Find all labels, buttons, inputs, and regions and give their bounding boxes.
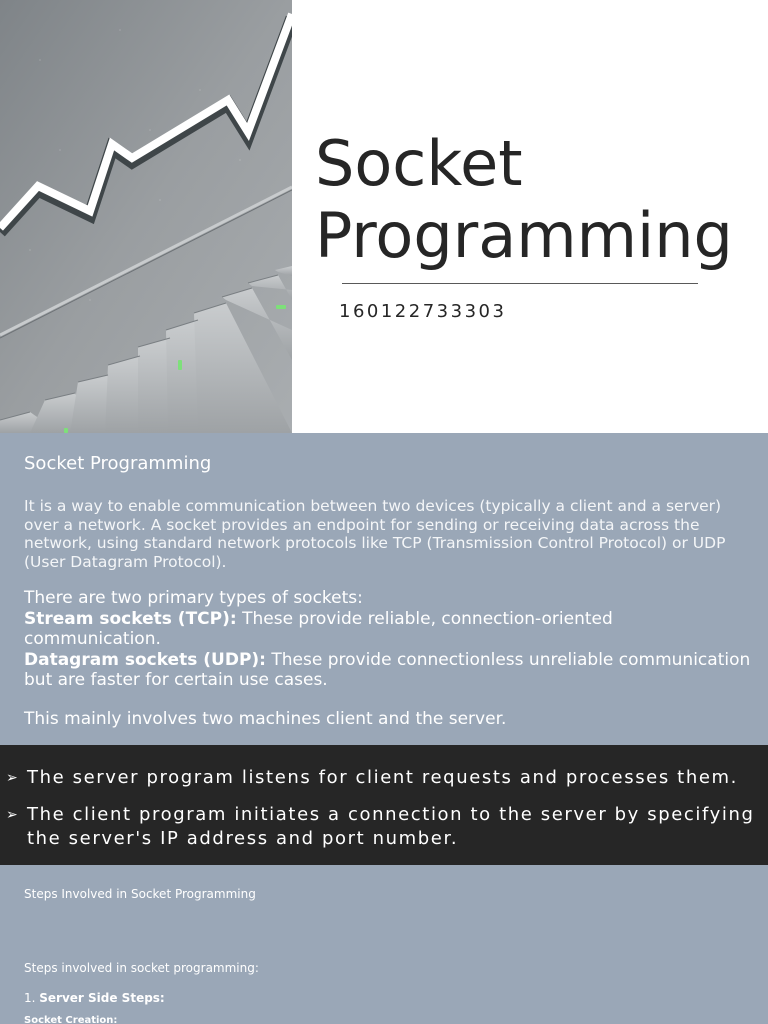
datagram-socket-text: These provide connectionless unreliable communication but are faster for certain use cases. bbox=[24, 649, 751, 690]
overview-closing: This mainly involves two machines client and the server. bbox=[24, 709, 507, 729]
staircase-graph-photo bbox=[0, 0, 292, 433]
steps-intro: Steps involved in socket programming: bbox=[24, 961, 259, 975]
bullet-text bbox=[27, 803, 755, 851]
overview-heading: Socket Programming bbox=[24, 453, 212, 474]
title-line-1: Socket bbox=[315, 127, 523, 200]
overview-paragraph: It is a way to enable communication between two devices (typically a client and a server) over a network. A socket provides an endpoint for sending or receiving data across the network, using standard network protocols like TCP (Transmission Control Protocol) or UDP (User Datagram Protocol). bbox=[24, 497, 726, 571]
datagram-socket-item bbox=[24, 650, 750, 691]
step-label: Server Side Steps: bbox=[39, 991, 165, 1005]
bullet-text: The server program listens for client requests and processes them. bbox=[27, 767, 738, 788]
arrow-bullet-icon: ➢ bbox=[6, 770, 20, 786]
step-number: 1. bbox=[24, 991, 40, 1005]
step-sub-label: Socket Creation: bbox=[24, 1015, 118, 1024]
arrow-bullet-icon: ➢ bbox=[6, 807, 20, 823]
socket-types bbox=[24, 588, 754, 691]
steps-slide bbox=[0, 865, 768, 1024]
title-slide bbox=[0, 0, 768, 433]
title-divider bbox=[342, 283, 698, 284]
stream-socket-label: Stream sockets (TCP): bbox=[24, 608, 237, 629]
stream-socket-text: These provide reliable, connection-oriented communication. bbox=[24, 608, 613, 649]
title-line-2: Programming bbox=[315, 199, 733, 272]
overview-slide bbox=[0, 433, 768, 745]
datagram-socket-label: Datagram sockets (UDP): bbox=[24, 649, 266, 670]
slide-title bbox=[315, 128, 765, 272]
client-server-slide bbox=[0, 745, 768, 865]
slide-subtitle: 160122733303 bbox=[339, 301, 507, 322]
step-item bbox=[24, 991, 165, 1005]
bullet-text-line-1: The client program initiates a connection to the server by specifying bbox=[27, 804, 755, 825]
bullet-text-line-2: the server's IP address and port number. bbox=[27, 828, 459, 849]
stream-socket-item bbox=[24, 609, 613, 650]
socket-types-intro: There are two primary types of sockets: bbox=[24, 588, 363, 608]
steps-heading: Steps Involved in Socket Programming bbox=[24, 887, 256, 901]
